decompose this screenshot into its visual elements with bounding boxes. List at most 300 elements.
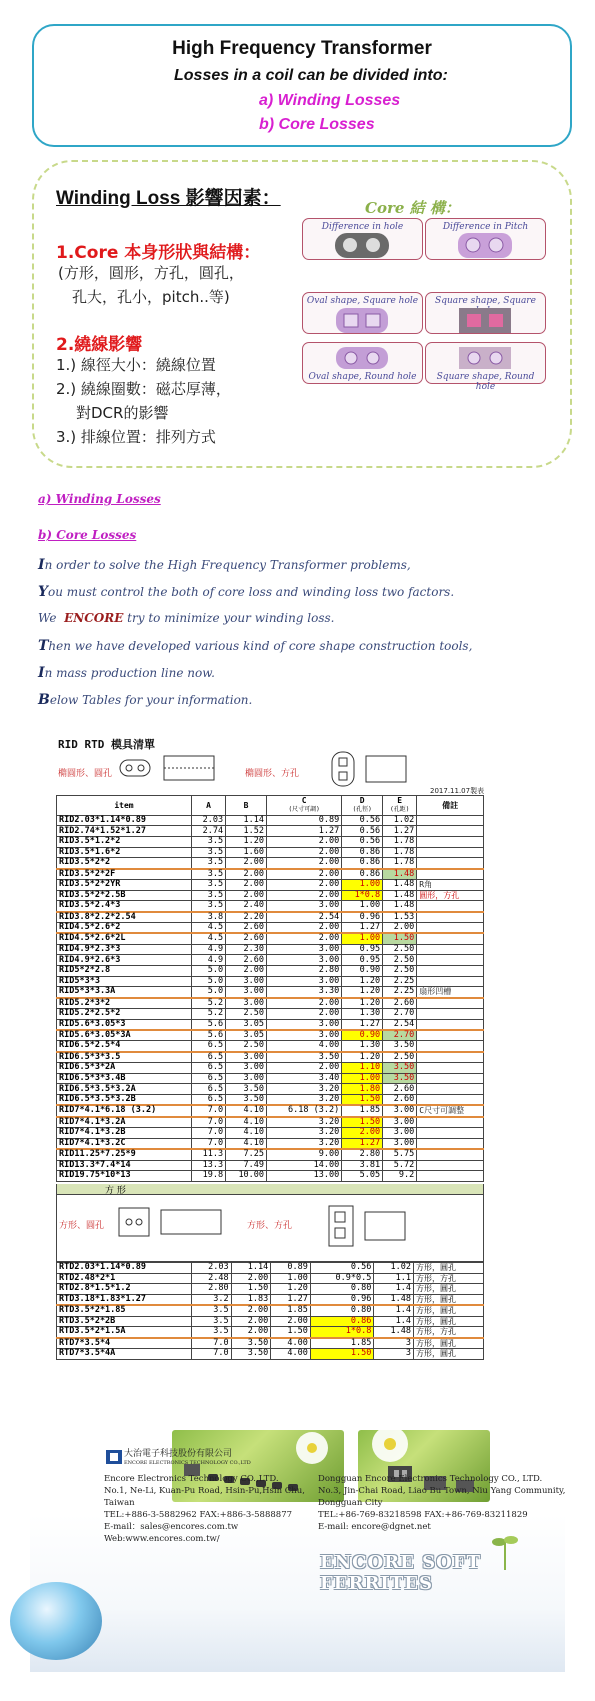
table-column-header: item — [57, 796, 192, 816]
table-row — [57, 1052, 484, 1063]
value-cell: 3.00 — [226, 1073, 267, 1084]
value-cell: 0.56 — [342, 837, 383, 848]
value-cell: 3.81 — [342, 1160, 383, 1171]
core-cell-square-round — [425, 342, 546, 392]
value-cell: 2.30 — [226, 944, 267, 955]
paragraph-line-1: In order to solve the High Frequency Transformer problems, — [38, 557, 411, 573]
table-row — [57, 944, 484, 955]
value-cell: 6.5 — [192, 1084, 226, 1095]
value-cell: 2.48 — [192, 1273, 232, 1284]
note-cell — [417, 1019, 484, 1030]
item-cell: RID6.5*3*3.5 — [57, 1052, 192, 1063]
value-cell: 3.20 — [267, 1095, 342, 1106]
value-cell: 2.03 — [192, 1263, 232, 1274]
value-cell: 2.00 — [231, 1316, 271, 1327]
square-square-label: 方形、方孔 — [247, 1221, 293, 1231]
value-cell: 2.80 — [342, 1149, 383, 1160]
value-cell: 3.5 — [192, 858, 226, 869]
value-cell: 2.00 — [267, 1063, 342, 1074]
value-cell: 6.5 — [192, 1052, 226, 1063]
value-cell: 0.95 — [342, 955, 383, 966]
table-row — [57, 1263, 484, 1274]
table-heading: RID RTD 模具清單 — [58, 738, 155, 751]
table-row — [57, 1294, 484, 1305]
table-row — [57, 869, 484, 880]
item-cell: RID6.5*3.5*3.2A — [57, 1084, 192, 1095]
value-cell: 6.5 — [192, 1073, 226, 1084]
core-shape-line-2: 孔大，孔小，pitch..等) — [72, 288, 230, 306]
table-row — [57, 987, 484, 998]
value-cell: 0.89 — [267, 815, 342, 826]
note-cell — [417, 1095, 484, 1106]
table-row — [57, 826, 484, 837]
item-cell: RID6.5*2.5*4 — [57, 1041, 192, 1052]
value-cell: 3.20 — [267, 1138, 342, 1149]
header-subtitle: Losses in a coil can be divided into: — [174, 67, 448, 84]
value-cell: 2.50 — [226, 1041, 267, 1052]
table-row — [57, 1327, 484, 1338]
value-cell: 1.85 — [271, 1305, 311, 1316]
value-cell: 7.0 — [192, 1128, 226, 1139]
value-cell: 2.00 — [226, 869, 267, 880]
value-cell: 0.90 — [342, 966, 383, 977]
note-cell: 方形，方孔 — [413, 1327, 483, 1338]
value-cell: 2.50 — [383, 1052, 417, 1063]
winding-item-2: 2.) 繞線圈數：磁芯厚薄， — [56, 380, 231, 398]
table-row — [57, 1171, 484, 1182]
value-cell: 9.2 — [383, 1171, 417, 1182]
value-cell: 1.83 — [231, 1294, 271, 1305]
winding-losses-link[interactable]: a) Winding Losses — [38, 492, 161, 506]
value-cell: 2.00 — [231, 1305, 271, 1316]
value-cell: 5.2 — [192, 1009, 226, 1020]
value-cell: 2.80 — [192, 1284, 232, 1295]
core-cell-label: Square shape, Square — [435, 296, 536, 306]
value-cell: 2.00 — [383, 923, 417, 934]
winding-item-2b: 對DCR的影響 — [76, 404, 169, 422]
value-cell: 5.72 — [383, 1160, 417, 1171]
value-cell: 1.20 — [342, 998, 383, 1009]
table-row — [57, 847, 484, 858]
table-column-header: 備註 — [417, 796, 484, 816]
item-cell: RID3.5*2*2.5B — [57, 890, 192, 901]
value-cell: 0.96 — [342, 912, 383, 923]
value-cell: 1.27 — [342, 1138, 383, 1149]
value-cell: 3.50 — [226, 1095, 267, 1106]
paragraph-line-3: We ENCORE try to minimize your winding loss. — [38, 611, 335, 625]
value-cell: 2.54 — [383, 1019, 417, 1030]
value-cell: 2.00 — [231, 1273, 271, 1284]
table-row — [57, 1338, 484, 1349]
value-cell: 10.00 — [226, 1171, 267, 1182]
value-cell: 2.00 — [226, 858, 267, 869]
value-cell: 1.78 — [383, 837, 417, 848]
company-logo-icon — [106, 1450, 122, 1464]
sprout-icon — [490, 1530, 520, 1570]
table-row — [57, 901, 484, 912]
note-cell: 方形，圓孔 — [413, 1294, 483, 1305]
table-row — [57, 1084, 484, 1095]
value-cell: 1.20 — [271, 1284, 311, 1295]
note-cell — [417, 1052, 484, 1063]
table-row — [57, 1138, 484, 1149]
value-cell: 4.5 — [192, 933, 226, 944]
core-cell-pitch — [425, 218, 546, 260]
table-row — [57, 1009, 484, 1020]
value-cell: 2.60 — [226, 923, 267, 934]
value-cell: 3.00 — [383, 1128, 417, 1139]
value-cell: 0.56 — [342, 826, 383, 837]
value-cell: 3.5 — [192, 847, 226, 858]
value-cell: 1.27 — [342, 1019, 383, 1030]
value-cell: 7.0 — [192, 1105, 226, 1116]
value-cell: 3.5 — [192, 901, 226, 912]
value-cell: 1.80 — [342, 1084, 383, 1095]
value-cell: 2.50 — [226, 1009, 267, 1020]
value-cell: 1.48 — [383, 880, 417, 891]
square-square-drawing — [319, 1198, 409, 1258]
value-cell: 3.50 — [226, 1084, 267, 1095]
core-image — [333, 232, 391, 259]
value-cell: 2.74 — [192, 826, 226, 837]
value-cell: 3.2 — [192, 1294, 232, 1305]
winding-item-1: 1.) 線徑大小：繞線位置 — [56, 356, 216, 374]
note-cell — [417, 837, 484, 848]
table-column-header: D (孔徑) — [342, 796, 383, 816]
value-cell: 0.96 — [310, 1294, 373, 1305]
header-box — [32, 24, 572, 147]
value-cell: 3.50 — [267, 1052, 342, 1063]
item-cell: RTD2.48*2*1 — [57, 1273, 192, 1284]
value-cell: 0.56 — [310, 1263, 373, 1274]
value-cell: 1.85 — [310, 1338, 373, 1349]
value-cell: 2.54 — [267, 912, 342, 923]
note-cell — [417, 912, 484, 923]
value-cell: 1*0.8 — [342, 890, 383, 901]
value-cell: 1.02 — [374, 1263, 414, 1274]
footer-email-link[interactable]: E-mail：sales@encores.com.tw — [104, 1522, 239, 1532]
value-cell: 3.00 — [267, 1030, 342, 1041]
value-cell: 3.5 — [192, 1327, 232, 1338]
value-cell: 2.00 — [267, 1009, 342, 1020]
value-cell: 5.05 — [342, 1171, 383, 1182]
item-cell: RID7*4.1*3.2C — [57, 1138, 192, 1149]
footer-right-email-link[interactable]: E-mail: encore@dgnet.net — [318, 1522, 431, 1532]
note-cell — [417, 1138, 484, 1149]
paragraph-line-2: You must control the both of core loss and winding loss two factors. — [38, 584, 455, 600]
note-cell — [417, 826, 484, 837]
value-cell: 0.86 — [342, 847, 383, 858]
table-row — [57, 976, 484, 987]
core-shape-heading: 1.Core 本身形狀與結構： — [56, 243, 261, 263]
table-row — [57, 923, 484, 934]
square-round-label: 方形、圓孔 — [59, 1221, 105, 1231]
value-cell: 1.14 — [226, 815, 267, 826]
table-row — [57, 933, 484, 944]
company-name-en-small: ENCORE ELECTRONICS TECHNOLOGY CO.,LTD — [124, 1460, 251, 1466]
value-cell: 1.20 — [342, 987, 383, 998]
value-cell: 3.00 — [383, 1138, 417, 1149]
note-cell — [417, 1063, 484, 1074]
value-cell: 1.10 — [342, 1063, 383, 1074]
encore-brand-text: ENCORE — [64, 611, 124, 625]
value-cell: 3.8 — [192, 912, 226, 923]
value-cell: 1.50 — [383, 933, 417, 944]
value-cell: 1.53 — [383, 912, 417, 923]
note-cell — [417, 944, 484, 955]
item-cell: RID7*4.1*3.2A — [57, 1117, 192, 1128]
value-cell: 6.5 — [192, 1041, 226, 1052]
value-cell: 2.50 — [383, 944, 417, 955]
table-row — [57, 1349, 484, 1360]
value-cell: 1.50 — [342, 1117, 383, 1128]
table-row — [57, 966, 484, 977]
value-cell: 7.0 — [192, 1338, 232, 1349]
item-cell: RID11.25*7.25*9 — [57, 1149, 192, 1160]
header-item-a: a) Winding Losses — [259, 92, 401, 109]
value-cell: 2.00 — [226, 966, 267, 977]
value-cell: 1*0.8 — [310, 1327, 373, 1338]
footer-right-line: Dongguan City — [318, 1498, 383, 1508]
value-cell: 3.20 — [267, 1128, 342, 1139]
item-cell: RID3.5*2*2YR — [57, 880, 192, 891]
item-cell: RID3.5*1.6*2 — [57, 847, 192, 858]
value-cell: 2.00 — [267, 837, 342, 848]
value-cell: 3.05 — [226, 1019, 267, 1030]
table-row — [57, 1073, 484, 1084]
item-cell: RID5*2*2.8 — [57, 966, 192, 977]
value-cell: 1.14 — [231, 1263, 271, 1274]
table-row — [57, 1128, 484, 1139]
value-cell: 11.3 — [192, 1149, 226, 1160]
table-row — [57, 1305, 484, 1316]
globe-icon — [10, 1582, 102, 1660]
item-cell: RID4.9*2.6*3 — [57, 955, 192, 966]
core-cell-oval-round — [302, 342, 423, 384]
item-cell: RTD2.8*1.5*1.2 — [57, 1284, 192, 1295]
oval-square-drawing — [322, 744, 410, 792]
value-cell: 2.03 — [192, 815, 226, 826]
table-row — [57, 1019, 484, 1030]
value-cell: 2.20 — [226, 912, 267, 923]
item-cell: RID5.6*3.05*3A — [57, 1030, 192, 1041]
item-cell: RTD7*3.5*4A — [57, 1349, 192, 1360]
note-cell — [417, 815, 484, 826]
value-cell: 1.48 — [383, 890, 417, 901]
value-cell: 2.00 — [267, 858, 342, 869]
oval-round-label: 橢圓形、圓孔 — [58, 769, 113, 779]
value-cell: 1.27 — [383, 826, 417, 837]
note-cell — [417, 1073, 484, 1084]
value-cell: 2.80 — [267, 966, 342, 977]
value-cell: 3.50 — [231, 1338, 271, 1349]
value-cell: 2.50 — [383, 966, 417, 977]
value-cell: 7.49 — [226, 1160, 267, 1171]
note-cell — [417, 923, 484, 934]
item-cell: RID3.5*1.2*2 — [57, 837, 192, 848]
item-cell: RTD3.5*2*1.5A — [57, 1327, 192, 1338]
value-cell: 3.5 — [192, 837, 226, 848]
footer-right-line: Dongguan Encore Electronics Technology CO., LTD. — [318, 1474, 543, 1484]
oval-round-drawing — [118, 752, 218, 788]
item-cell: RID6.5*3.5*3.2B — [57, 1095, 192, 1106]
table-column-header: B — [226, 796, 267, 816]
value-cell: 1.50 — [342, 1095, 383, 1106]
footer-right-line: TEL:+86-769-83218598 FAX:+86-769-83211829 — [318, 1510, 528, 1520]
company-name-cn: 大治電子科技股份有限公司 — [124, 1449, 233, 1459]
table-row — [57, 1273, 484, 1284]
note-cell: C尺寸可調整 — [417, 1105, 484, 1116]
note-cell — [417, 1117, 484, 1128]
value-cell: 4.00 — [271, 1338, 311, 1349]
table-row — [57, 880, 484, 891]
value-cell: 1.48 — [374, 1327, 414, 1338]
value-cell: 2.00 — [267, 998, 342, 1009]
value-cell: 1.00 — [342, 880, 383, 891]
page-title: High Frequency Transformer — [172, 38, 432, 59]
value-cell: 0.86 — [310, 1316, 373, 1327]
value-cell: 2.60 — [226, 955, 267, 966]
table-row — [57, 858, 484, 869]
item-cell: RTD3.5*2*2B — [57, 1316, 192, 1327]
note-cell — [417, 955, 484, 966]
value-cell: 5.0 — [192, 966, 226, 977]
note-cell: 方形，方孔 — [413, 1273, 483, 1284]
item-cell: RID5.2*2.5*2 — [57, 1009, 192, 1020]
value-cell: 2.60 — [383, 998, 417, 1009]
value-cell: 2.00 — [226, 880, 267, 891]
core-cell-oval-square — [302, 292, 423, 334]
value-cell: 3 — [374, 1349, 414, 1360]
item-cell: RID2.74*1.52*1.27 — [57, 826, 192, 837]
footer-left-line: Taiwan — [104, 1498, 135, 1508]
value-cell: 7.0 — [192, 1138, 226, 1149]
value-cell: 6.5 — [192, 1095, 226, 1106]
value-cell: 2.70 — [383, 1030, 417, 1041]
value-cell: 1.48 — [383, 869, 417, 880]
value-cell: 7.0 — [192, 1117, 226, 1128]
item-cell: RID4.5*2.6*2 — [57, 923, 192, 934]
table-row — [57, 1149, 484, 1160]
rtd-table — [56, 1262, 484, 1360]
value-cell: 1.02 — [383, 815, 417, 826]
table-row — [57, 815, 484, 826]
table-date: 2017.11.07製表 — [430, 787, 485, 795]
core-cell-label: Difference in Pitch — [442, 222, 529, 232]
item-cell: RID13.3*7.4*14 — [57, 1160, 192, 1171]
value-cell: 9.00 — [267, 1149, 342, 1160]
note-cell: 扇形凹槽 — [417, 987, 484, 998]
value-cell: 13.3 — [192, 1160, 226, 1171]
core-losses-link[interactable]: b) Core Losses — [38, 528, 137, 542]
value-cell: 4.10 — [226, 1128, 267, 1139]
item-cell: RTD3.5*2*1.85 — [57, 1305, 192, 1316]
item-cell: RTD2.03*1.14*0.89 — [57, 1263, 192, 1274]
value-cell: 4.00 — [267, 1041, 342, 1052]
value-cell: 6.5 — [192, 1063, 226, 1074]
table-row — [57, 1284, 484, 1295]
value-cell: 1.20 — [226, 837, 267, 848]
paragraph-line-5: In mass production line now. — [38, 665, 215, 681]
value-cell: 2.25 — [383, 976, 417, 987]
value-cell: 3.50 — [383, 1041, 417, 1052]
note-cell — [417, 1030, 484, 1041]
value-cell: 1.52 — [226, 826, 267, 837]
item-cell: RID4.9*2.3*3 — [57, 944, 192, 955]
value-cell: 2.00 — [267, 847, 342, 858]
table-row — [57, 1063, 484, 1074]
value-cell: 0.9*0.5 — [310, 1273, 373, 1284]
value-cell: 4.9 — [192, 955, 226, 966]
value-cell: 2.00 — [231, 1327, 271, 1338]
value-cell: 3.5 — [192, 880, 226, 891]
core-image — [335, 346, 389, 370]
core-cell-label: Difference in hole — [321, 222, 404, 232]
core-shape-line-1: (方形，圓形，方孔，圓孔， — [58, 264, 244, 282]
value-cell: 3.00 — [226, 1052, 267, 1063]
value-cell: 1.20 — [342, 1052, 383, 1063]
rid-table — [56, 795, 484, 1182]
value-cell: 1.4 — [374, 1316, 414, 1327]
value-cell: 3.00 — [267, 901, 342, 912]
paragraph-line-4: Then we have developed various kind of core shape construction tools, — [38, 638, 473, 654]
value-cell: 3.00 — [226, 1063, 267, 1074]
note-cell: 方形，圓孔 — [413, 1284, 483, 1295]
note-cell: 方形，圓孔 — [413, 1349, 483, 1360]
value-cell: 7.0 — [192, 1349, 232, 1360]
value-cell: 2.00 — [271, 1316, 311, 1327]
item-cell: RID4.5*2.6*2L — [57, 933, 192, 944]
note-cell — [417, 847, 484, 858]
note-cell: 方形，圓孔 — [413, 1263, 483, 1274]
value-cell: 6.18 (3.2) — [267, 1105, 342, 1116]
value-cell: 3.5 — [192, 1316, 232, 1327]
value-cell: 2.60 — [226, 933, 267, 944]
value-cell: 19.8 — [192, 1171, 226, 1182]
table-column-header: A — [192, 796, 226, 816]
table-column-header: E (孔距) — [383, 796, 417, 816]
footer-web-link[interactable]: Web:www.encores.com.tw/ — [104, 1534, 220, 1544]
note-cell — [417, 1160, 484, 1171]
value-cell: 2.00 — [267, 880, 342, 891]
value-cell: 5.2 — [192, 998, 226, 1009]
table-row — [57, 912, 484, 923]
note-cell — [417, 869, 484, 880]
winding-influence-heading: 2.繞線影響 — [56, 335, 143, 355]
note-cell — [417, 1041, 484, 1052]
table-row — [57, 1105, 484, 1116]
square-section-box — [56, 1184, 484, 1262]
value-cell: 1.48 — [374, 1294, 414, 1305]
value-cell: 1.50 — [231, 1284, 271, 1295]
item-cell: RID3.5*2*2 — [57, 858, 192, 869]
item-cell: RTD7*3.5*4 — [57, 1338, 192, 1349]
note-cell: 方形，圓孔 — [413, 1316, 483, 1327]
value-cell: 3.50 — [383, 1063, 417, 1074]
table-row — [57, 890, 484, 901]
winding-item-3: 3.) 排線位置：排列方式 — [56, 428, 216, 446]
table-column-header: C (尺寸可調) — [267, 796, 342, 816]
item-cell: RID3.8*2.2*2.54 — [57, 912, 192, 923]
value-cell: 3.00 — [226, 976, 267, 987]
table-row — [57, 1041, 484, 1052]
value-cell: 1.00 — [342, 933, 383, 944]
value-cell: 0.86 — [342, 858, 383, 869]
footer-left-line: Encore Electronics Technology CO.,LTD. — [104, 1474, 279, 1484]
value-cell: 2.70 — [383, 1009, 417, 1020]
note-cell — [417, 1128, 484, 1139]
item-cell: RID5*3*3.3A — [57, 987, 192, 998]
